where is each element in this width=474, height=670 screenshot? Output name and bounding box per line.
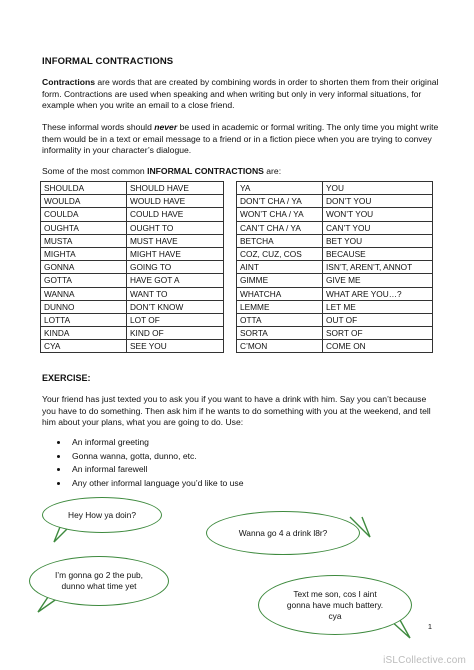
table-row — [237, 221, 433, 234]
meaning-cell: KIND OF — [127, 327, 224, 340]
table-row — [41, 247, 224, 260]
contraction-cell: DUNNO — [41, 300, 127, 313]
meaning-cell: LOT OF — [127, 313, 224, 326]
table-row — [237, 261, 433, 274]
meaning-cell: SHOULD HAVE — [127, 182, 224, 195]
meaning-cell: WHAT ARE YOU…? — [323, 287, 433, 300]
table-row — [237, 313, 433, 326]
contraction-cell: OUGHTA — [41, 221, 127, 234]
warning-emphasis: never — [154, 122, 178, 132]
intro-paragraph — [42, 77, 442, 112]
bubble-1-text: Hey How ya doin? — [68, 509, 136, 520]
table-row — [237, 195, 433, 208]
page-number: 1 — [427, 622, 432, 631]
warning-after: be used in academic or formal writing. The only time you might write them would be in a text or email message to a friend or in a fiction piece when you are trying to convey informality in your character’s dialogue. — [42, 122, 439, 156]
contraction-cell: CYA — [41, 340, 127, 353]
warning-paragraph — [42, 122, 442, 157]
exercise-instructions: Your friend has just texted you to ask you if you want to have a drink with him. Say you can’t because you have to do something. Then ask him if he wants to do something with you at the weekend, and tell him about your plans, what you are going to do. Use: — [42, 394, 431, 428]
warning-before: These informal words should — [42, 122, 155, 132]
contraction-cell: WHATCHA — [237, 287, 323, 300]
meaning-cell: WOULD HAVE — [127, 195, 224, 208]
bubble-4-line-3: cya — [328, 610, 342, 621]
table-row — [237, 274, 433, 287]
table-row — [237, 300, 433, 313]
table-row — [41, 340, 224, 353]
meaning-cell: CAN’T YOU — [323, 221, 433, 234]
table-row — [41, 327, 224, 340]
contractions-table-left — [40, 181, 224, 353]
table-row — [41, 208, 224, 221]
contraction-cell: LOTTA — [41, 313, 127, 326]
speech-bubble-1 — [42, 497, 162, 533]
contraction-cell: MIGHTA — [41, 247, 127, 260]
table-row — [41, 313, 224, 326]
meaning-cell: COME ON — [323, 340, 433, 353]
contraction-cell: BETCHA — [237, 234, 323, 247]
footer-watermark: iSLCollective.com — [383, 655, 466, 666]
meaning-cell: GOING TO — [127, 261, 224, 274]
meaning-cell: DON’T KNOW — [127, 300, 224, 313]
intro-lead: Contractions — [42, 77, 95, 87]
meaning-cell: WON’T YOU — [323, 208, 433, 221]
table-row — [237, 182, 433, 195]
table-row — [41, 261, 224, 274]
meaning-cell: LET ME — [323, 300, 433, 313]
meaning-cell: DON’T YOU — [323, 195, 433, 208]
table-row — [237, 327, 433, 340]
contraction-cell: KINDA — [41, 327, 127, 340]
table-row — [41, 274, 224, 287]
speech-bubble-4 — [258, 575, 412, 635]
list-item: • Gonna wanna, gotta, dunno, etc. — [69, 450, 429, 464]
meaning-cell: SORT OF — [323, 327, 433, 340]
meaning-cell: OUGHT TO — [127, 221, 224, 234]
meaning-cell: HAVE GOT A — [127, 274, 224, 287]
common-after: are: — [263, 166, 282, 176]
table-row — [237, 234, 433, 247]
bubble-3-line-2: dunno what time yet — [61, 581, 137, 591]
meaning-cell: YOU — [323, 182, 433, 195]
speech-bubble-2 — [206, 511, 360, 555]
table-row — [41, 234, 224, 247]
meaning-cell: BET YOU — [323, 234, 433, 247]
meaning-cell: ISN’T, AREN’T, ANNOT — [323, 261, 433, 274]
contraction-cell: GOTTA — [41, 274, 127, 287]
contraction-cell: GIMME — [237, 274, 323, 287]
bubble-4-line-1: Text me son, cos I aint — [293, 588, 377, 599]
meaning-cell: WANT TO — [127, 287, 224, 300]
table-row — [237, 287, 433, 300]
meaning-cell: MUST HAVE — [127, 234, 224, 247]
list-item: • Any other informal language you’d like to use — [69, 477, 429, 491]
contraction-cell: OTTA — [237, 313, 323, 326]
page-title: INFORMAL CONTRACTIONS — [42, 56, 174, 67]
contraction-cell: CAN’T CHA / YA — [237, 221, 323, 234]
contraction-cell: COULDA — [41, 208, 127, 221]
meaning-cell: OUT OF — [323, 313, 433, 326]
exercise-bullet-list — [55, 436, 429, 490]
contraction-cell: YA — [237, 182, 323, 195]
bubble-3-line-1: I’m gonna go 2 the pub, — [54, 570, 143, 580]
bubble-2-text: Wanna go 4 a drink l8r? — [238, 527, 328, 538]
common-emphasis: INFORMAL CONTRACTIONS — [147, 166, 264, 176]
contraction-cell: C’MON — [237, 340, 323, 353]
meaning-cell: BECAUSE — [323, 247, 433, 260]
table-row — [41, 287, 224, 300]
table-row — [41, 195, 224, 208]
bubble-4-text — [287, 589, 383, 622]
contraction-cell: SHOULDA — [41, 182, 127, 195]
table-row — [237, 340, 433, 353]
common-before: Some of the most common — [42, 166, 148, 176]
speech-bubble-3 — [29, 556, 169, 606]
bubble-4-line-2: gonna have much battery. — [286, 599, 384, 610]
intro-text: are words that are created by combining words in order to shorten them from their original form. Contractions are used when speaking and when writing but only in very informal situations, for example when you write an email to a close friend. — [42, 77, 439, 111]
list-item: • An informal greeting — [69, 436, 429, 450]
contraction-cell: MUSTA — [41, 234, 127, 247]
table-row — [41, 300, 224, 313]
contraction-cell: LEMME — [237, 300, 323, 313]
table-row — [237, 247, 433, 260]
meaning-cell: COULD HAVE — [127, 208, 224, 221]
contraction-cell: WOULDA — [41, 195, 127, 208]
contraction-cell: COZ, CUZ, COS — [237, 247, 323, 260]
common-paragraph — [42, 166, 442, 178]
exercise-title: EXERCISE: — [42, 373, 91, 383]
table-row — [41, 221, 224, 234]
contraction-cell: WANNA — [41, 287, 127, 300]
contraction-cell: WON’T CHA / YA — [237, 208, 323, 221]
contraction-cell: GONNA — [41, 261, 127, 274]
table-row — [41, 182, 224, 195]
contractions-table-right — [236, 181, 433, 353]
bubble-3-text — [55, 570, 143, 592]
contraction-cell: AINT — [237, 261, 323, 274]
meaning-cell: MIGHT HAVE — [127, 247, 224, 260]
table-row — [237, 208, 433, 221]
contraction-cell: SORTA — [237, 327, 323, 340]
contraction-cell: DON’T CHA / YA — [237, 195, 323, 208]
list-item: • An informal farewell — [69, 463, 429, 477]
meaning-cell: GIVE ME — [323, 274, 433, 287]
meaning-cell: SEE YOU — [127, 340, 224, 353]
